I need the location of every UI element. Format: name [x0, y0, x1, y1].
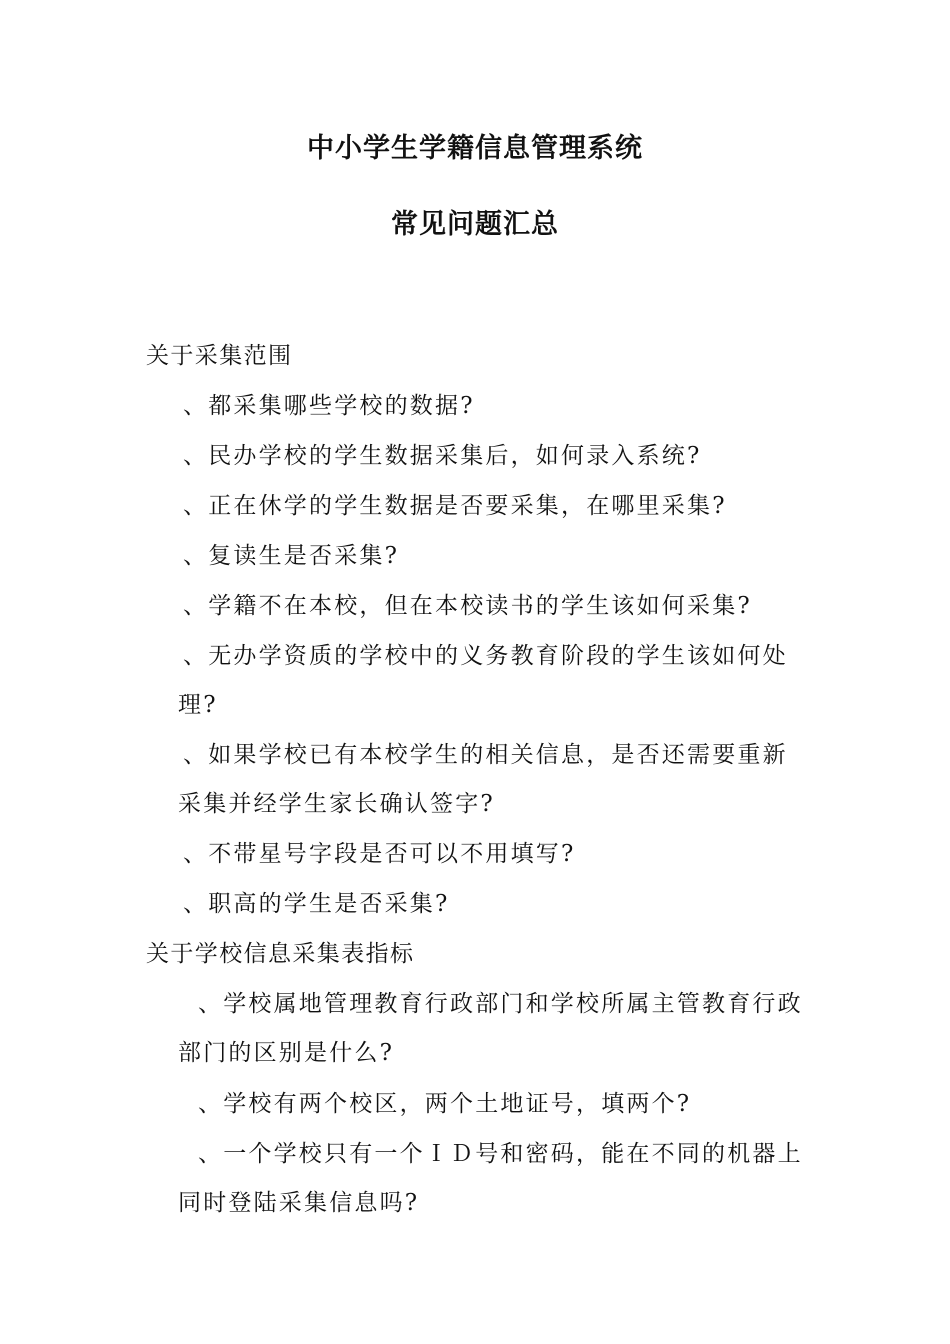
question-item: 、无办学资质的学校中的义务教育阶段的学生该如何处	[183, 643, 788, 669]
question-item: 、民办学校的学生数据采集后，如何录入系统?	[183, 443, 702, 469]
question-item: 、职高的学生是否采集?	[183, 891, 450, 917]
question-item-continuation: 同时登陆采集信息吗?	[178, 1190, 420, 1216]
question-item-continuation: 理?	[178, 692, 218, 718]
question-item: 、学校属地管理教育行政部门和学校所属主管教育行政	[198, 991, 803, 1017]
question-item: 、都采集哪些学校的数据?	[183, 393, 475, 419]
question-item: 、正在休学的学生数据是否要采集，在哪里采集?	[183, 493, 727, 519]
section-heading-school-info: 关于学校信息采集表指标	[146, 941, 415, 967]
section-heading-scope: 关于采集范围	[146, 343, 293, 369]
question-item: 、如果学校已有本校学生的相关信息，是否还需要重新	[183, 742, 788, 768]
question-item: 、一个学校只有一个ＩＤ号和密码，能在不同的机器上	[198, 1141, 803, 1167]
question-item: 、学籍不在本校，但在本校读书的学生该如何采集?	[183, 593, 752, 619]
question-item: 、不带星号字段是否可以不用填写?	[183, 841, 576, 867]
question-item: 、复读生是否采集?	[183, 543, 400, 569]
question-item: 、学校有两个校区，两个土地证号，填两个?	[198, 1091, 692, 1117]
question-item-continuation: 部门的区别是什么?	[178, 1040, 395, 1066]
document-title: 中小学生学籍信息管理系统	[307, 133, 643, 164]
question-item-continuation: 采集并经学生家长确认签字?	[178, 791, 495, 817]
document-subtitle: 常见问题汇总	[391, 209, 559, 240]
